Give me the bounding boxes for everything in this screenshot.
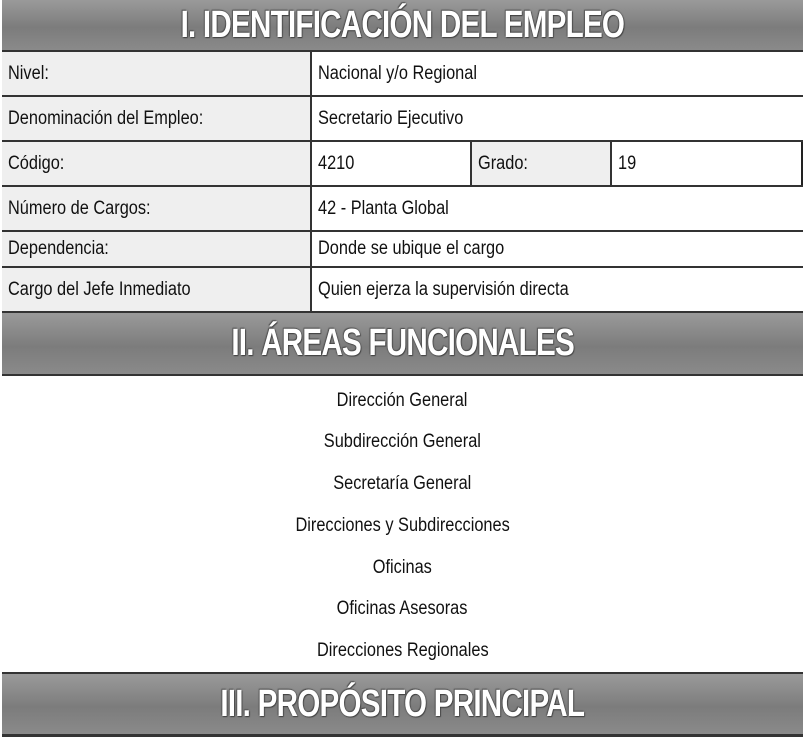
field-value: 4210 xyxy=(312,142,472,185)
table-row-jefe xyxy=(2,268,803,311)
field-label: Código: xyxy=(2,142,312,185)
field-value: Secretario Ejecutivo xyxy=(312,97,803,140)
field-label: Número de Cargos: xyxy=(2,187,312,230)
areas-list xyxy=(2,376,803,672)
list-item: Direcciones y Subdirecciones xyxy=(295,515,510,536)
grade-label: Grado: xyxy=(472,142,612,185)
field-value: Nacional y/o Regional xyxy=(312,52,803,95)
list-item: Subdirección General xyxy=(323,431,482,452)
field-label: Nivel: xyxy=(2,52,312,95)
field-value: Quien ejerza la supervisión directa xyxy=(312,268,803,311)
section-header-identificacion xyxy=(2,0,803,52)
section-title: II. ÁREAS FUNCIONALES xyxy=(231,322,574,364)
section-header-areas xyxy=(2,311,803,376)
list-item: Oficinas Asesoras xyxy=(337,598,468,619)
list-item: Direcciones Regionales xyxy=(316,640,489,661)
section-title: I. IDENTIFICACIÓN DEL EMPLEO xyxy=(180,3,625,46)
grade-value: 19 xyxy=(618,152,637,174)
table-row-cargos xyxy=(2,187,803,232)
list-item: Dirección General xyxy=(337,390,468,411)
field-value: 42 - Planta Global xyxy=(312,187,803,230)
list-item: Oficinas xyxy=(372,557,433,578)
list-item: Secretaría General xyxy=(333,473,472,494)
table-bottom-edge xyxy=(2,736,803,741)
table-row-denominacion xyxy=(2,97,803,142)
table-row-nivel xyxy=(2,52,803,97)
field-label: Cargo del Jefe Inmediato xyxy=(2,268,312,311)
field-label: Dependencia: xyxy=(2,232,312,266)
section-header-proposito xyxy=(2,672,803,736)
section-title: III. PROPÓSITO PRINCIPAL xyxy=(220,682,585,725)
table-row-codigo xyxy=(2,142,803,187)
field-label: Denominación del Empleo: xyxy=(2,97,312,140)
table-row-dependencia xyxy=(2,232,803,268)
field-value: Donde se ubique el cargo xyxy=(312,232,803,266)
